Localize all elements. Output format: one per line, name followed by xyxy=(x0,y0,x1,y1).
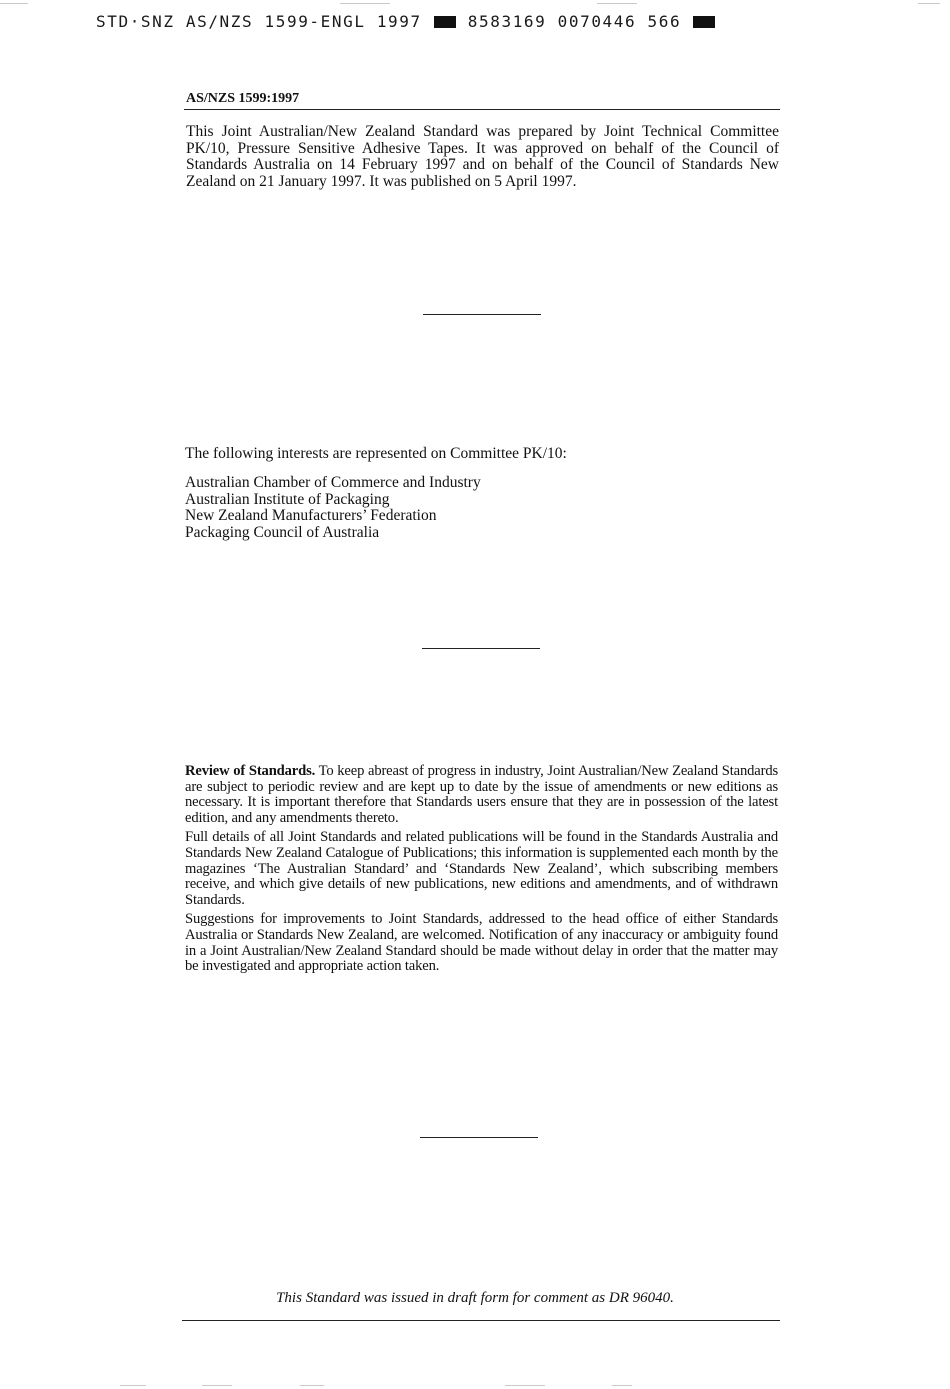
committee-member: Australian Institute of Packaging xyxy=(185,490,390,508)
standard-identifier: AS/NZS 1599:1997 xyxy=(186,91,300,106)
header-code-part-1: STD·SNZ AS/NZS 1599-ENGL 1997 xyxy=(96,12,422,31)
header-catalogue-code xyxy=(96,12,715,31)
committee-member: New Zealand Manufacturers’ Federation xyxy=(185,507,437,524)
header-black-bar xyxy=(434,16,456,28)
draft-note: This Standard was issued in draft form for comment as DR 96040. xyxy=(276,1290,674,1306)
review-paragraph-1 xyxy=(185,764,778,826)
section-divider xyxy=(423,314,541,315)
scan-artifact xyxy=(597,3,637,4)
scan-artifact xyxy=(120,1385,146,1386)
scan-artifact xyxy=(612,1385,632,1386)
scan-artifact xyxy=(340,3,390,4)
committee-members-list xyxy=(185,475,481,541)
title-rule xyxy=(184,109,780,110)
preparation-statement: This Joint Australian/New Zealand Standard was prepared by Joint Technical Committee PK/10, Pressure Sensitive Adhesive Tapes. It was approved on behalf of the Council of Standards Australia on 14 February 1997 and on behalf of the Council of Standards New Zealand on 21 January 1997. It was published on 5 April 1997. xyxy=(186,123,779,190)
section-divider xyxy=(420,1137,538,1138)
footer-rule xyxy=(182,1320,780,1321)
scan-artifact xyxy=(505,1385,545,1386)
header-black-bar xyxy=(693,16,715,28)
scan-artifact xyxy=(202,1385,232,1386)
committee-member: Australian Chamber of Commerce and Industry xyxy=(185,474,481,491)
section-divider xyxy=(422,648,540,649)
committee-intro: The following interests are represented on Committee PK/10: xyxy=(185,445,567,462)
header-code-part-2: 8583169 0070446 566 xyxy=(467,12,682,31)
review-of-standards xyxy=(185,764,778,979)
review-heading: Review of Standards. xyxy=(185,763,316,779)
scan-artifact xyxy=(0,3,28,4)
scan-artifact xyxy=(918,3,940,4)
review-text-1: To keep abreast of progress in industry, Joint Australian/New Zealand Standards are subject to periodic review and are kept up to date by the issue of amendments or new editions as necessary. It is important therefore that Standards users ensure that they are in possession of the latest edition, and any amendments thereto. xyxy=(185,763,779,826)
review-paragraph-3: Suggestions for improvements to Joint Standards, addressed to the head office of either Standards Australia or Standards New Zealand, are welcomed. Notification of any inaccuracy or ambiguity found in a Joint Australian/New Zealand Standard should be made without delay in order that the matter may be investigated and appropriate action taken. xyxy=(185,911,778,975)
committee-member: Packaging Council of Australia xyxy=(185,523,380,541)
scan-artifact xyxy=(300,1385,324,1386)
review-paragraph-2: Full details of all Joint Standards and related publications will be found in the Standards Australia and Standards New Zealand Catalogue of Publications; this information is supplemented each month by the magazines ‘The Australian Standard’ and ‘Standards New Zealand’, which subscribing members receive, and which give details of new publications, new editions and amendments, and of withdrawn Standards. xyxy=(185,829,778,908)
